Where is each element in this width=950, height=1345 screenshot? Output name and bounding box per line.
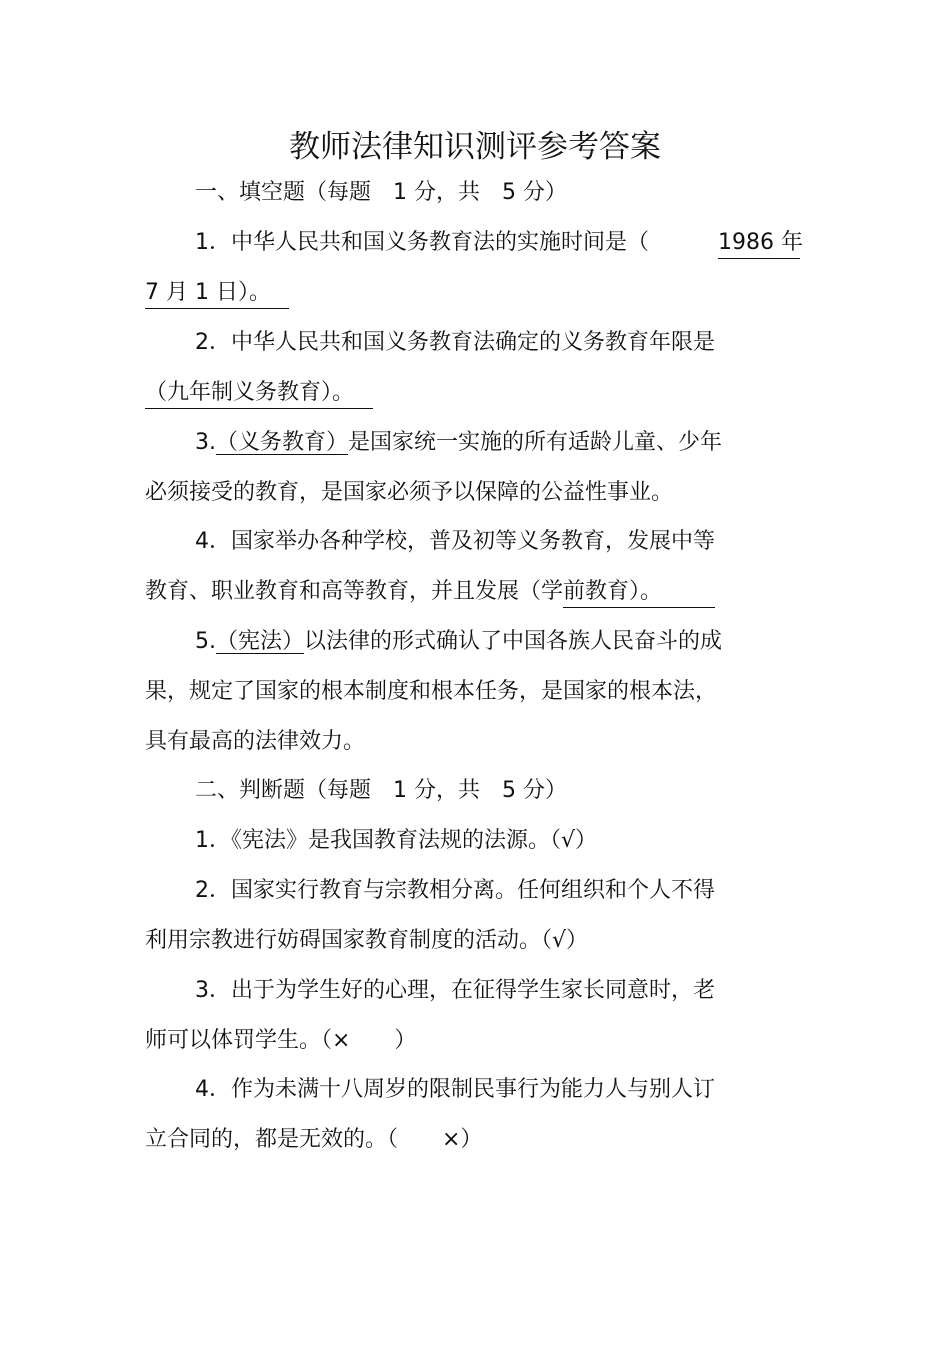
q1-answer-part2: 7 月 1 日）。 xyxy=(145,278,289,309)
q5-line1 xyxy=(195,627,722,657)
q5-line2: 果，规定了国家的根本制度和根本任务，是国家的根本法， xyxy=(145,679,718,704)
q3-line2: 必须接受的教育，是国家必须予以保障的公益性事业。 xyxy=(145,480,674,505)
q4-line2 xyxy=(145,577,715,608)
tf-q2-line1: 2．国家实行教育与宗教相分离。任何组织和个人不得 xyxy=(195,878,715,903)
q3-answer: （义务教育） xyxy=(216,430,349,455)
q1-answer-part1: 1986 年 xyxy=(718,228,800,259)
tf-q1-line1: 1．《宪法》是我国教育法规的法源。（√） xyxy=(195,828,598,853)
q2-question-text: 2．中华人民共和国义务教育法确定的义务教育年限是 xyxy=(195,330,715,355)
q4-text: 教育、职业教育和高等教育，并且发展（学 xyxy=(145,579,564,604)
q4-line1: 4．国家举办各种学校，普及初等义务教育，发展中等 xyxy=(195,529,715,554)
tf-q3-line1: 3．出于为学生好的心理，在征得学生家长同意时，老 xyxy=(195,978,715,1003)
q3-text: 是国家统一实施的所有适龄儿童、少年 xyxy=(348,430,723,455)
q3-line1 xyxy=(195,428,722,458)
q5-line3: 具有最高的法律效力。 xyxy=(145,729,366,754)
document-title: 教师法律知识测评参考答案 xyxy=(289,129,661,165)
tf-q3-line2: 师可以体罚学生。（× ） xyxy=(145,1028,417,1053)
q3-number: 3. xyxy=(195,430,216,455)
q5-text: 以法律的形式确认了中国各族人民奋斗的成 xyxy=(304,629,723,654)
q5-number: 5. xyxy=(195,629,216,654)
section-heading-true-false: 二、判断题（每题 1 分，共 5 分） xyxy=(195,778,567,803)
section-heading-fill-in: 一、填空题（每题 1 分，共 5 分） xyxy=(195,180,567,205)
tf-q4-line2: 立合同的，都是无效的。（ ×） xyxy=(145,1127,483,1152)
tf-q2-line2: 利用宗教进行妨碍国家教育制度的活动。（√） xyxy=(145,928,589,953)
tf-q4-line1: 4．作为未满十八周岁的限制民事行为能力人与别人订 xyxy=(195,1077,715,1102)
q1-question-text: 1．中华人民共和国义务教育法的实施时间是（ xyxy=(195,230,649,255)
q2-answer: （九年制义务教育）。 xyxy=(145,378,373,409)
q5-answer: （宪法） xyxy=(216,629,305,654)
q4-answer: 前教育）。 xyxy=(563,577,715,608)
